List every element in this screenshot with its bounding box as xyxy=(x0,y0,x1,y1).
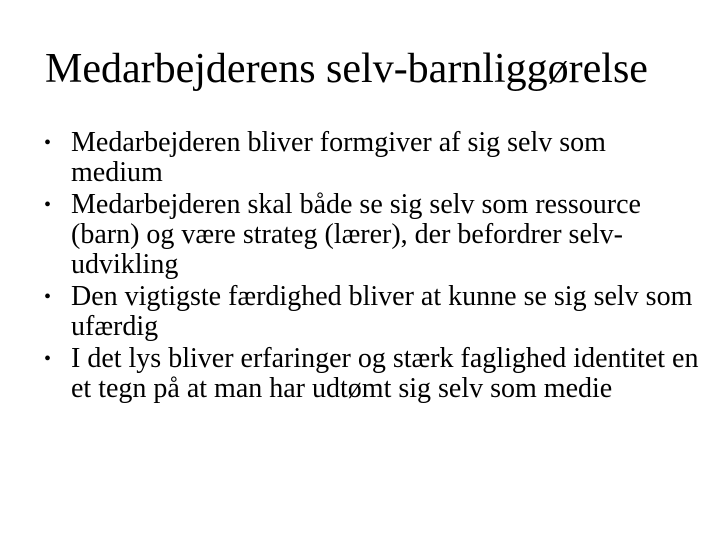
bullet-marker-icon: • xyxy=(44,132,52,154)
bullet-text: Den vigtigste færdighed bliver at kunne se sig selv som ufærdig xyxy=(71,281,693,342)
bullet-text: Medarbejderen skal både se sig selv som ressource (barn) og være strateg (lærer), der befordrer selv-udvikling xyxy=(71,189,641,280)
slide-title: Medarbejderens selv-barnliggørelse xyxy=(45,46,648,92)
bullet-marker-icon: • xyxy=(44,286,52,308)
bullet-text: Medarbejderen bliver formgiver af sig selv som medium xyxy=(71,127,606,188)
bullet-item xyxy=(0,282,720,342)
bullet-item xyxy=(0,344,720,404)
bullet-item xyxy=(0,190,720,280)
bullet-marker-icon: • xyxy=(44,194,52,216)
bullet-marker-icon: • xyxy=(44,348,52,370)
bullet-item xyxy=(0,128,720,188)
bullet-list xyxy=(0,128,720,406)
bullet-text: I det lys bliver erfaringer og stærk faglighed identitet en et tegn på at man har udtømt sig selv som medie xyxy=(71,343,699,404)
